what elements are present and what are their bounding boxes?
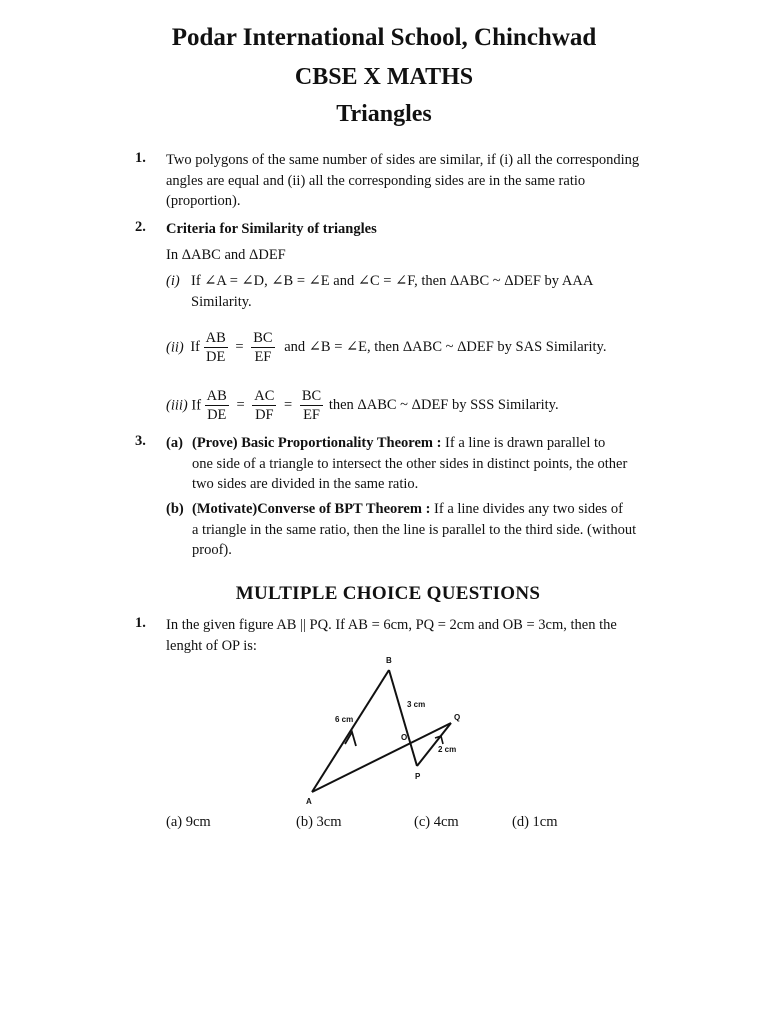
fraction-ab-de [204, 329, 228, 366]
parallel-arrow-icon [345, 732, 356, 746]
label-a: A [306, 797, 312, 806]
label-b: B [386, 656, 392, 665]
text-line: proof). [192, 542, 232, 558]
chapter-title: Triangles [336, 101, 432, 127]
numerator: AB [206, 388, 227, 404]
label-p: P [415, 772, 421, 781]
numerator: AC [254, 388, 275, 404]
criterion-aaa [191, 271, 631, 312]
bpt-theorem [192, 433, 632, 495]
theorem-text: If a line divides any two sides of [434, 501, 623, 517]
label-ab-length: 6 cm [335, 715, 354, 724]
criterion-text: then ΔABC ~ ΔDEF by SSS Similarity. [328, 397, 559, 414]
criterion-sas [166, 329, 606, 366]
item-label: (b) [166, 501, 184, 517]
question-text [166, 615, 632, 656]
if-text: If [191, 397, 202, 414]
text-line: Similarity. [191, 293, 252, 310]
mcq-heading: MULTIPLE CHOICE QUESTIONS [235, 583, 541, 604]
section-number: 1. [135, 150, 146, 166]
question-number: 1. [135, 615, 146, 631]
text-line [192, 499, 632, 520]
converse-bpt [192, 499, 637, 561]
denominator: EF [254, 349, 272, 365]
section-heading: Criteria for Similarity of triangles [166, 221, 377, 237]
text-line: Two polygons of the same number of sides are similar, if (i) all the corresponding [166, 152, 640, 168]
criterion-label: (i) [166, 273, 180, 289]
criterion-text: and ∠B = ∠E, then ΔABC ~ ΔDEF by SAS Similarity. [284, 339, 607, 356]
option-d: (d) 1cm [512, 814, 558, 830]
fraction-bc-ef [300, 387, 323, 424]
numerator: BC [253, 330, 273, 346]
text-line: angles are equal and (ii) all the corresponding sides are in the same ratio [166, 172, 586, 189]
option-c: (c) 4cm [414, 814, 459, 830]
numerator: BC [301, 388, 322, 404]
fraction-bc-ef [251, 329, 274, 366]
school-name: Podar International School, Chinchwad [171, 24, 597, 51]
denominator: DE [206, 349, 226, 365]
if-text: If [190, 339, 201, 356]
label-pq-length: 2 cm [438, 745, 457, 754]
theorem-title: (Prove) Basic Proportionality Theorem : [192, 435, 442, 451]
label-ob-length: 3 cm [407, 700, 426, 709]
option-b: (b) 3cm [296, 814, 342, 830]
text-line: one side of a triangle to intersect the other sides in distinct points, the other [192, 455, 628, 472]
denominator: DE [207, 407, 227, 423]
section-1-text [166, 150, 640, 212]
equals-sign: = [236, 397, 245, 414]
equals-sign: = [235, 339, 244, 356]
text-line: lenght of OP is: [166, 637, 257, 654]
label-q: Q [454, 713, 461, 722]
text-line: a triangle in the same ratio, then the line is parallel to the third side. (without [192, 521, 637, 538]
theorem-title: (Motivate)Converse of BPT Theorem : [192, 501, 431, 517]
denominator: DF [255, 407, 274, 423]
criterion-label: (ii) [166, 339, 184, 356]
numerator: AB [205, 330, 226, 346]
subject-title: CBSE X MATHS [294, 64, 474, 90]
equals-sign: = [284, 397, 293, 414]
text-line [192, 433, 632, 454]
fraction-ab-de [205, 387, 229, 424]
text-line: two sides are divided in the same ratio. [192, 476, 419, 492]
section-number: 2. [135, 219, 146, 235]
text-line: If ∠A = ∠D, ∠B = ∠E and ∠C = ∠F, then ΔABC ~ ΔDEF by AAA [191, 273, 594, 289]
item-label: (a) [166, 435, 183, 451]
label-o: O [401, 733, 408, 742]
triangle-figure [290, 652, 490, 812]
denominator: EF [303, 407, 320, 423]
criterion-sss [166, 387, 559, 424]
option-a: (a) 9cm [166, 814, 211, 830]
fraction-ac-df [252, 387, 276, 424]
text-line: In the given figure AB || PQ. If AB = 6cm, PQ = 2cm and OB = 3cm, then the [166, 617, 617, 633]
text-line: (proportion). [166, 193, 241, 209]
criterion-label: (iii) [166, 397, 188, 414]
theorem-text: If a line is drawn parallel to [445, 435, 606, 451]
section-number: 3. [135, 433, 146, 449]
criteria-intro: In ΔABC and ΔDEF [166, 247, 286, 263]
